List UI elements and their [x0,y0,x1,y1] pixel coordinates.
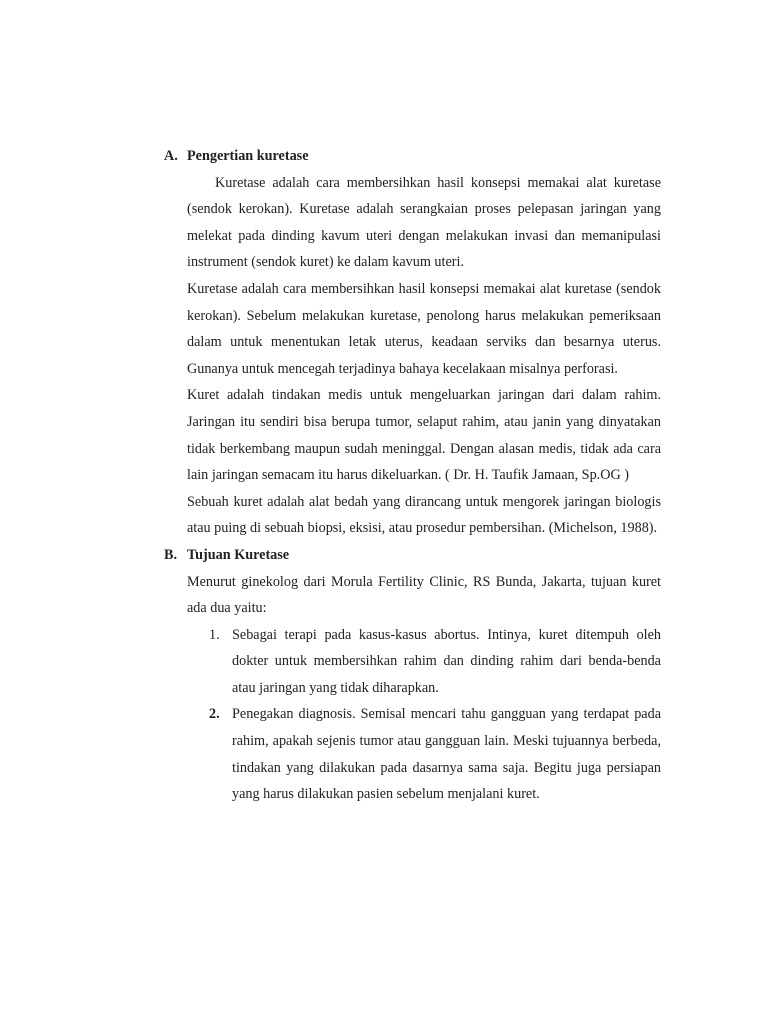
purpose-list [209,622,661,808]
section-b-title: Tujuan Kuretase [187,546,290,563]
list-item-number: 2. [209,706,220,723]
list-item [209,622,661,702]
list-item-text: Sebagai terapi pada kasus-kasus abortus. Intinya, kuret ditempuh oleh dokter untuk membersihkan rahim dan dinding rahim dari benda-benda atau jaringan yang tidak diharapkan. [232,626,661,696]
section-a-paragraph-4: Sebuah kuret adalah alat bedah yang dirancang untuk mengorek jaringan biologis atau puing di sebuah biopsi, eksisi, atau prosedur pembersihan. (Michelson, 1988). [187,493,661,537]
section-b-letter: B. [164,546,178,563]
section-a-paragraph-2: Kuretase adalah cara membersihkan hasil konsepsi memakai alat kuretase (sendok kerokan). Sebelum melakukan kuretase, penolong harus melakukan pemeriksaan dalam untuk menentukan letak uterus, keadaan serviks dan besarnya uterus. Gunanya untuk mencegah terjadinya bahaya kecelakaan misalnya perforasi. [187,280,661,377]
section-a-heading [164,143,661,170]
section-b-intro: Menurut ginekolog dari Morula Fertility Clinic, RS Bunda, Jakarta, tujuan kuret ada dua yaitu: [187,573,661,617]
section-a-letter: A. [164,148,178,164]
document-body [164,143,661,808]
list-item-text: Penegakan diagnosis. Semisal mencari tahu gangguan yang terdapat pada rahim, apakah sejenis tumor atau gangguan lain. Meski tujuannya berbeda, tindakan yang dilakukan pada dasarnya sama saja. Begitu juga persiapan yang harus dilakukan pasien sebelum menjalani kuret. [232,706,661,803]
section-a-paragraph-3: Kuret adalah tindakan medis untuk mengeluarkan jaringan dari dalam rahim. Jaringan itu sendiri bisa berupa tumor, selaput rahim, atau janin yang dinyatakan tidak berkembang maupun sudah meninggal. Dengan alasan medis, tidak ada cara lain jaringan semacam itu harus dikeluarkan. ( Dr. H. Taufik Jamaan, Sp.OG ) [187,387,661,484]
list-item-number: 1. [209,626,220,643]
section-a-title: Pengertian kuretase [187,148,309,164]
list-item [209,701,661,807]
section-b-heading [164,542,661,569]
section-a-paragraph-1: Kuretase adalah cara membersihkan hasil konsepsi memakai alat kuretase (sendok kerokan). Kuretase adalah serangkaian proses pelepasan jaringan yang melekat pada dinding kavum uteri dengan melakukan invasi dan memanipulasi instrument (sendok kuret) ke dalam kavum uteri. [187,174,661,271]
